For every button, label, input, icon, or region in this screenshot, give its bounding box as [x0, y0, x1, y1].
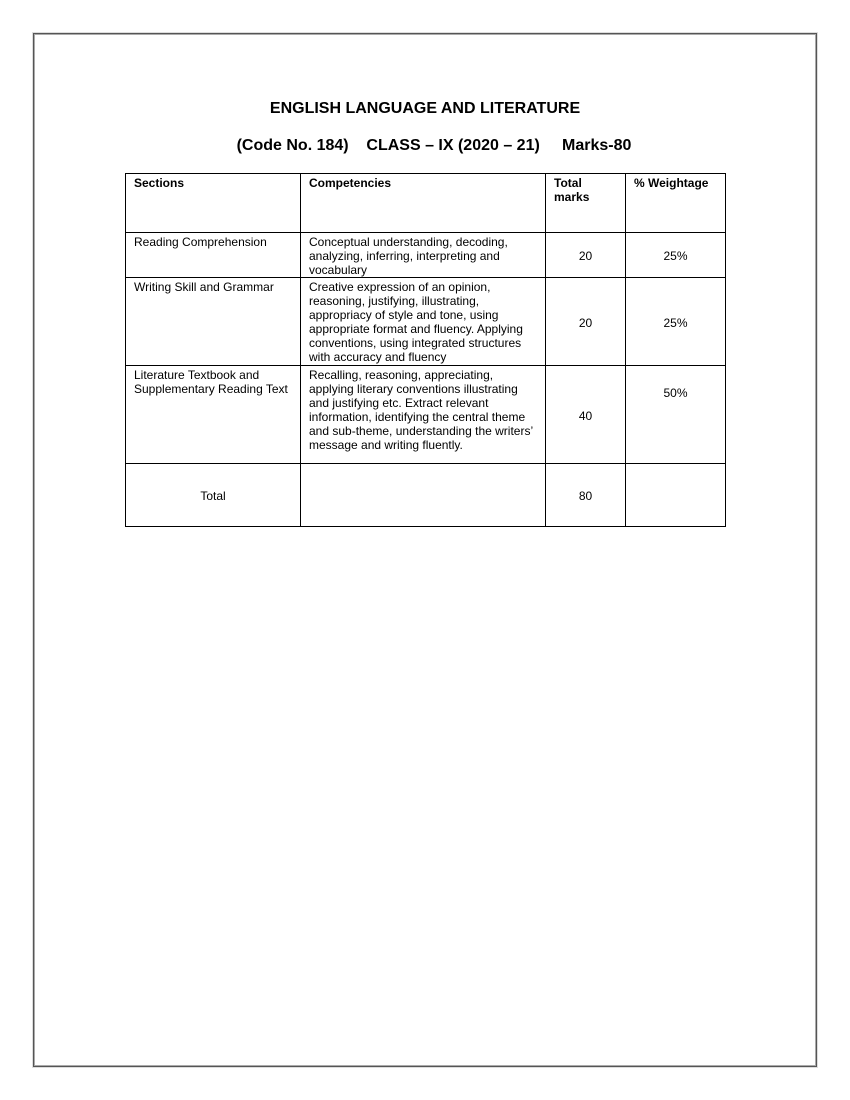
header-sections: Sections: [126, 174, 301, 233]
weightage-cell: 25%: [626, 233, 726, 278]
section-cell: Literature Textbook and Supplementary Reading Text: [126, 366, 301, 464]
total-weightage-cell: [626, 464, 726, 527]
weightage-cell: 25%: [626, 278, 726, 366]
document-subtitle: (Code No. 184) CLASS – IX (2020 – 21) Marks-80: [236, 137, 632, 154]
table-row: [126, 366, 726, 464]
section-cell: Reading Comprehension: [126, 233, 301, 278]
table-header-row: [126, 174, 726, 233]
competencies-cell: Conceptual understanding, decoding, analyzing, inferring, interpreting and vocabulary: [301, 233, 546, 278]
table-row: [126, 233, 726, 278]
marks-cell: 40: [546, 366, 626, 464]
marks-distribution-table: [125, 173, 726, 527]
total-competencies-cell: [301, 464, 546, 527]
header-competencies: Competencies: [301, 174, 546, 233]
competencies-cell: Recalling, reasoning, appreciating, applying literary conventions illustrating and justifying etc. Extract relevant information, identifying the central theme and sub-theme, understanding the writers’ message and writing fluently.: [301, 366, 546, 464]
header-total-marks: Total marks: [546, 174, 626, 233]
table-total-row: [126, 464, 726, 527]
section-cell: Writing Skill and Grammar: [126, 278, 301, 366]
table-row: [126, 278, 726, 366]
total-marks-value: 80: [546, 464, 626, 527]
competencies-cell: Creative expression of an opinion, reasoning, justifying, illustrating, appropriacy of style and tone, using appropriate format and fluency. Applying conventions, using integrated structures with accuracy and fluency: [301, 278, 546, 366]
total-label: Total: [126, 464, 301, 527]
header-weightage: % Weightage: [626, 174, 726, 233]
marks-cell: 20: [546, 233, 626, 278]
weightage-cell: 50%: [626, 366, 726, 464]
marks-cell: 20: [546, 278, 626, 366]
document-title: ENGLISH LANGUAGE AND LITERATURE: [269, 100, 581, 117]
